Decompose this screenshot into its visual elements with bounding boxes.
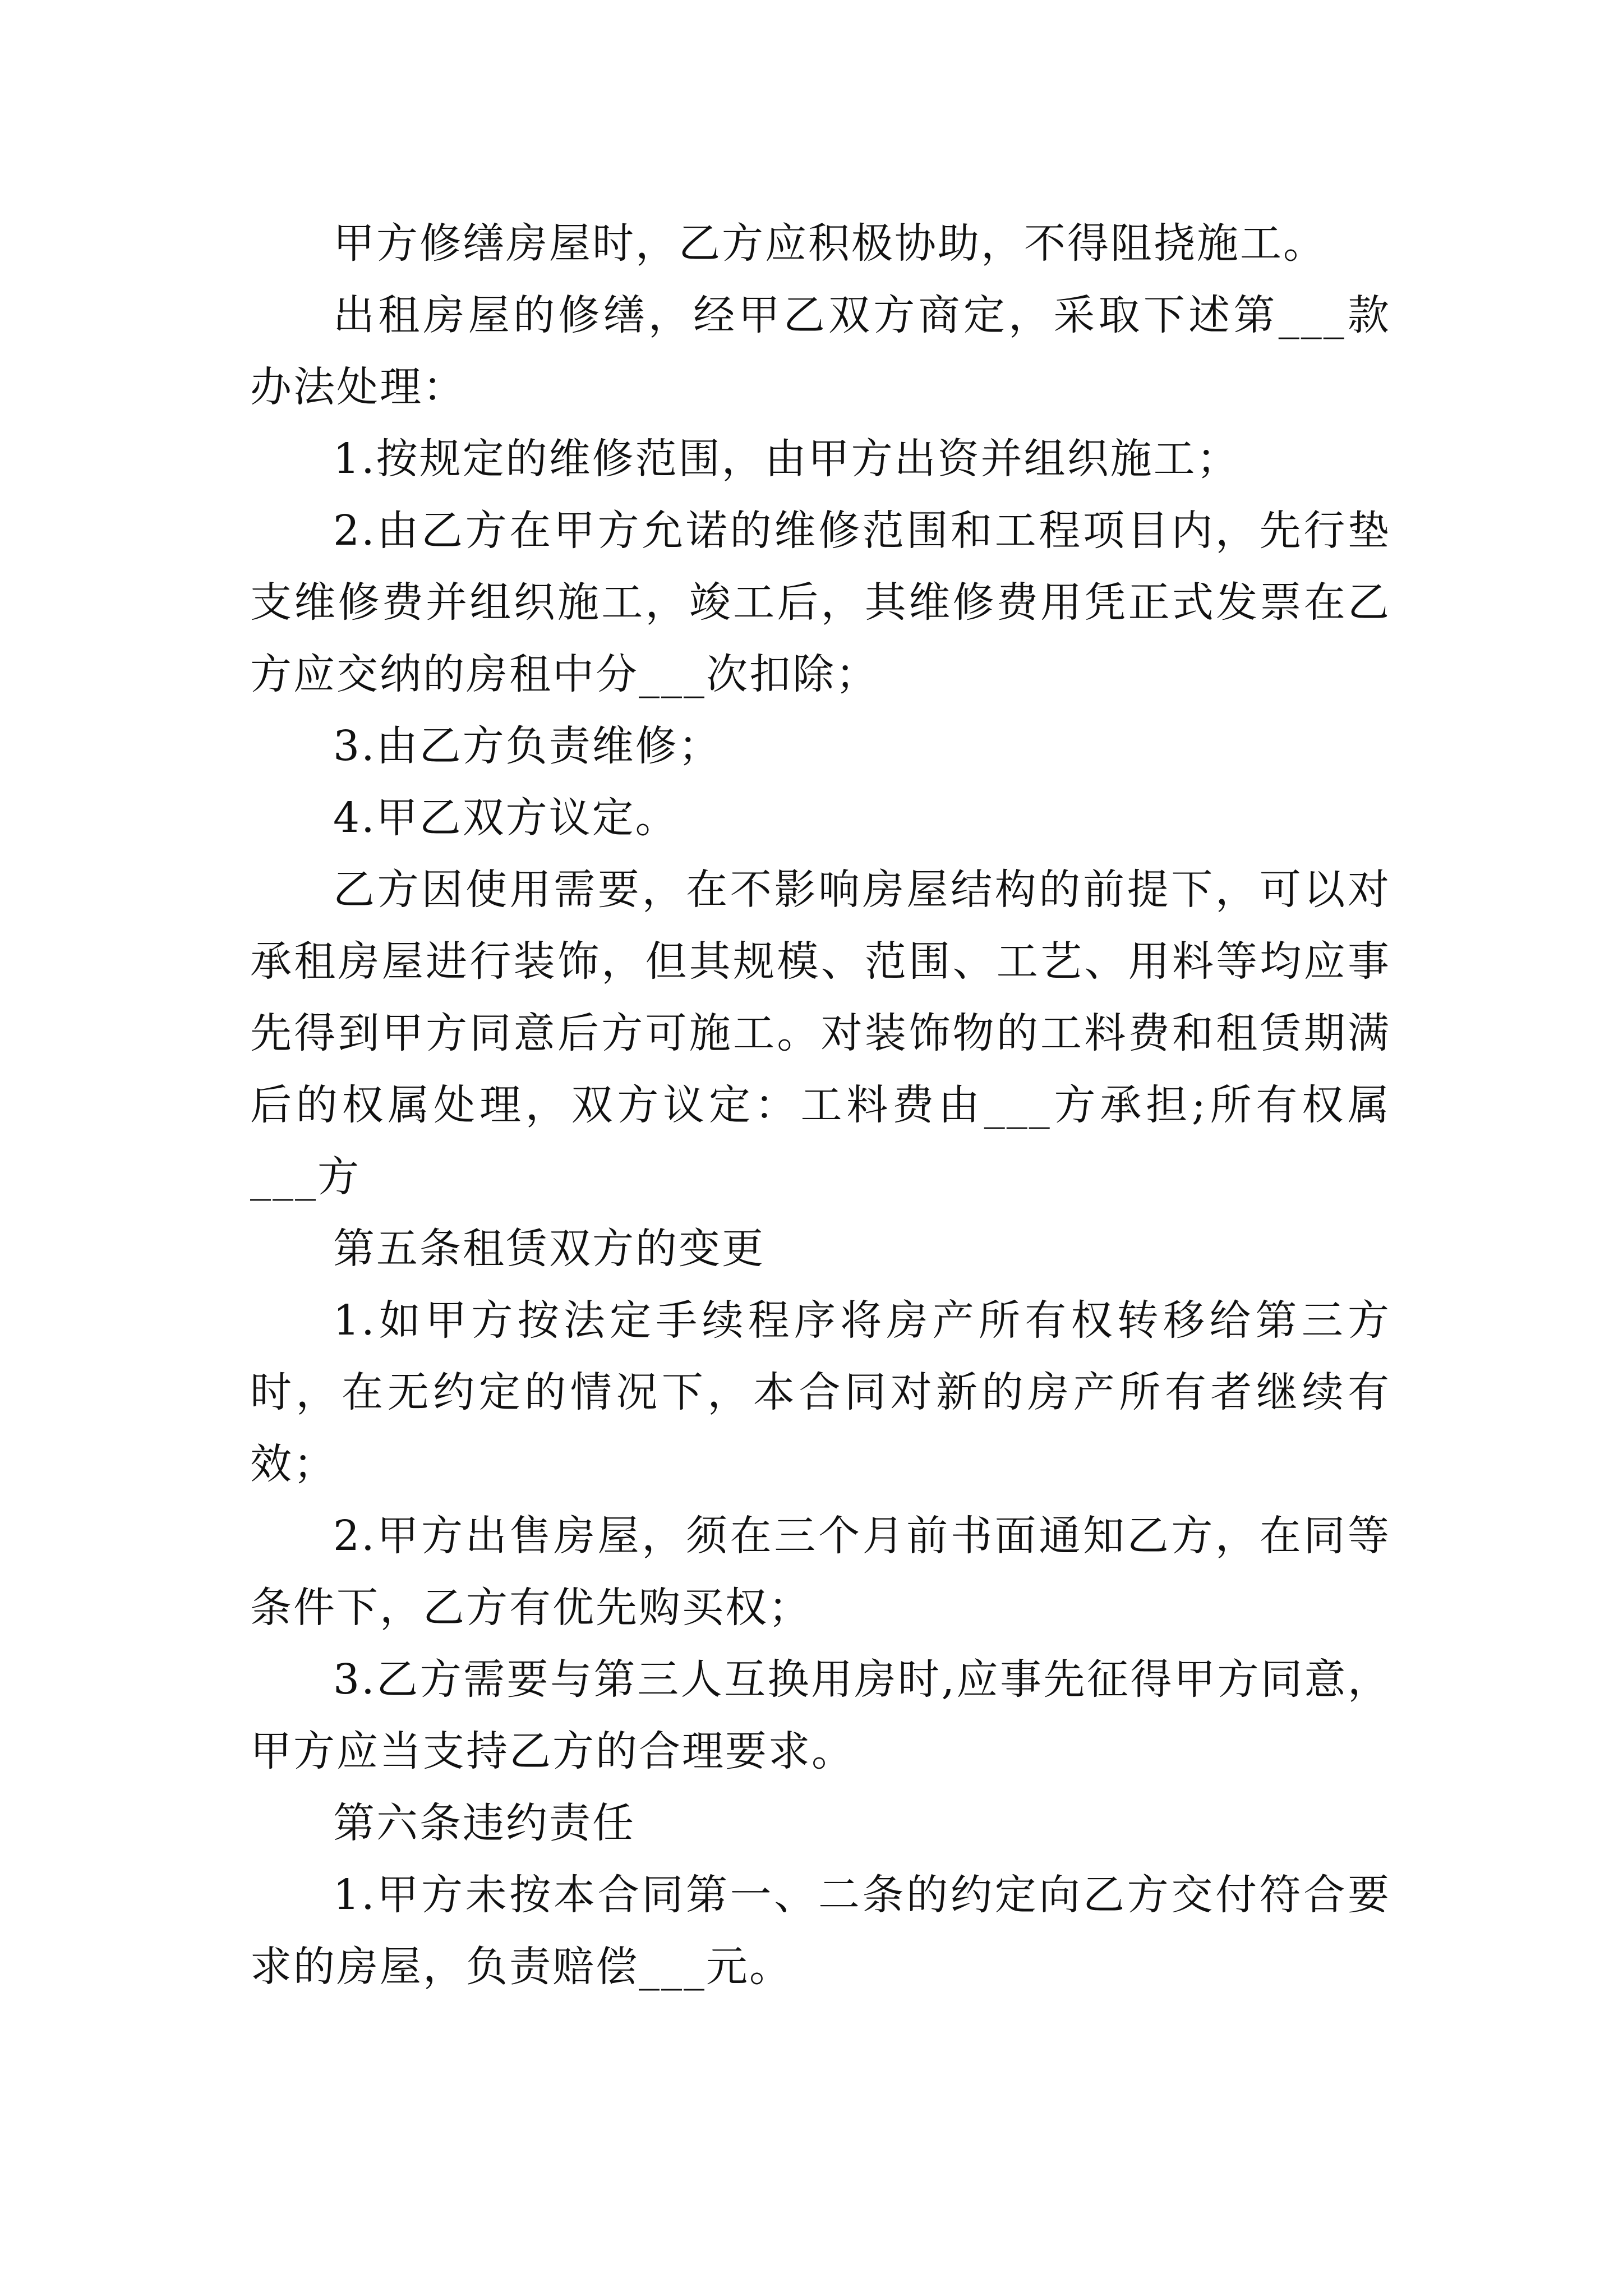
list-item-repair-option-1: 1.按规定的维修范围，由甲方出资并组织施工； [333,435,1240,483]
paragraph-repair-method: 出租房屋的修缮，经甲乙双方商定，采取下述第___款办法处理： [250,291,1391,411]
paragraph-decoration: 乙方因使用需要，在不影响房屋结构的前提下，可以对承租房屋进行装饰，但其规模、范围、工艺、用料等均应事先得到甲方同意后方可施工。对装饰物的工料费和租赁期满后的权属处理，双方议定：工料费由___方承担;所有权属___方 [250,866,1391,1201]
list-item-repair-option-3: 3.由乙方负责维修； [333,722,722,770]
list-item-change-1: 1.如甲方按法定手续程序将房产所有权转移给第三方时，在无约定的情况下，本合同对新的房产所有者继续有效； [250,1296,1391,1488]
section-heading-article-6: 第六条违约责任 [333,1799,635,1847]
document-page [250,208,1391,2003]
list-item-change-3: 3.乙方需要与第三人互换用房时,应事先征得甲方同意，甲方应当支持乙方的合理要求。 [250,1655,1391,1775]
list-item-repair-option-4: 4.甲乙双方议定。 [333,794,679,842]
paragraph-repair-cooperation: 甲方修缮房屋时，乙方应积极协助，不得阻挠施工。 [333,219,1326,268]
list-item-liability-1: 1.甲方未按本合同第一、二条的约定向乙方交付符合要求的房屋，负责赔偿___元。 [250,1871,1391,1991]
section-heading-article-5: 第五条租赁双方的变更 [333,1225,765,1273]
list-item-repair-option-2: 2.由乙方在甲方允诺的维修范围和工程项目内，先行垫支维修费并组织施工，竣工后，其维修费用凭正式发票在乙方应交纳的房租中分___次扣除； [250,507,1391,698]
list-item-change-2: 2.甲方出售房屋，须在三个月前书面通知乙方，在同等条件下，乙方有优先购买权； [250,1512,1391,1632]
